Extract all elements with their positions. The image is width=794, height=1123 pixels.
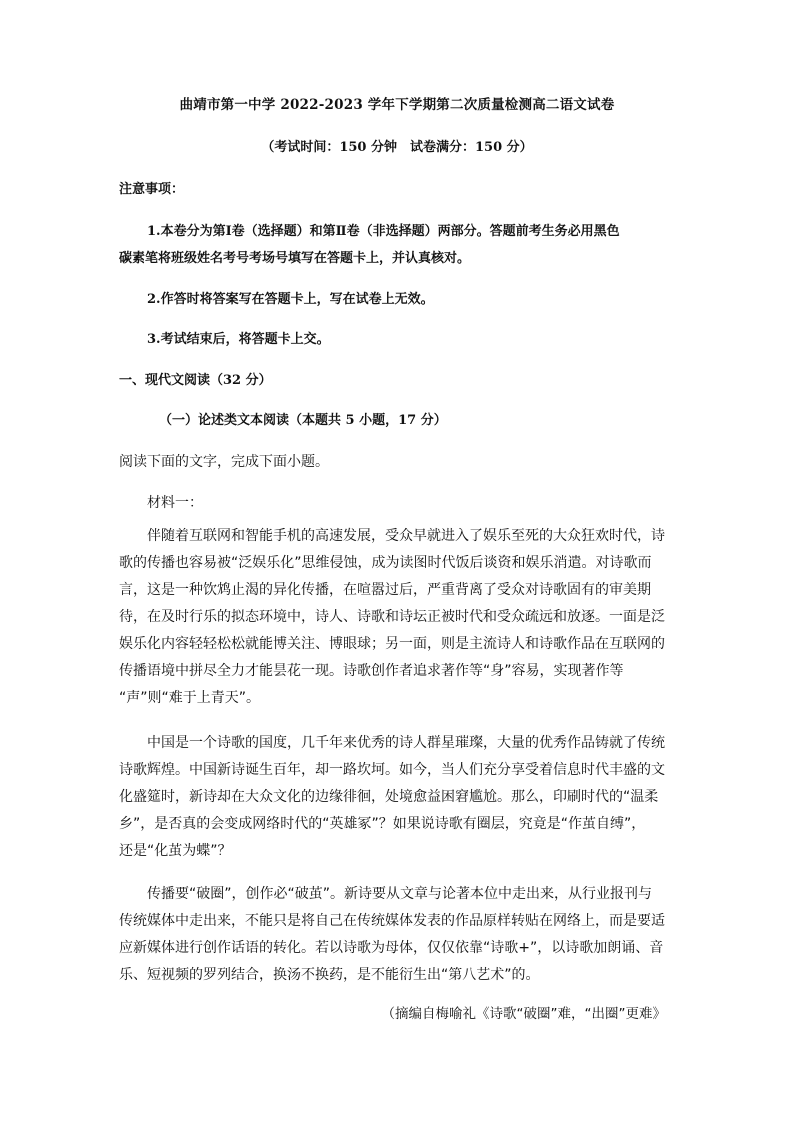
paragraph-line: 诗歌辉煌。中国新诗诞生百年，却一路坎坷。如今，当人们充分享受着信息时代丰盛的文	[119, 762, 665, 778]
paragraph-line: 乡”，是否真的会变成网络时代的“英雄冢”？如果说诗歌有圈层，究竟是“作茧自缚”，	[119, 816, 646, 832]
page-title: 曲靖市第一中学 2022-2023 学年下学期第二次质量检测高二语文试卷	[179, 97, 615, 113]
paragraph-line: 应新媒体进行创作话语的转化。若以诗歌为母体，仅仅依靠“诗歌+”，以诗歌加朗诵、音	[119, 940, 664, 956]
paragraph-line: 还是“化茧为蝶”？	[119, 843, 232, 859]
paragraph-line: 伴随着互联网和智能手机的高速发展，受众早就进入了娱乐至死的大众狂欢时代，诗	[119, 528, 665, 544]
exam-time-info: （考试时间：150 分钟 试卷满分：150 分）	[261, 140, 533, 155]
paragraph-2	[119, 730, 679, 865]
paragraph-line: 乐、短视频的罗列结合，换汤不换药，是不能衍生出“第八艺术”的。	[119, 967, 540, 983]
subsection-heading: （一）论述类文本阅读（本题共 5 小题，17 分）	[159, 413, 447, 428]
paragraph-1	[119, 523, 679, 712]
paragraph-line: 待，在及时行乐的拟态环境中，诗人、诗歌和诗坛正被时代和受众疏远和放逐。一面是泛	[119, 609, 665, 625]
paragraph-line: 传播要“破圈”，创作必“破茧”。新诗要从文章与论著本位中走出来，从行业报刊与	[119, 886, 653, 902]
paragraph-line: 言，这是一种饮鸩止渴的异化传播，在喧嚣过后，严重背离了受众对诗歌固有的审美期	[119, 582, 651, 598]
paragraph-3	[119, 881, 679, 989]
paragraph-line: “声”则“难于上青天”。	[119, 690, 261, 706]
paragraph-line: 化盛筵时，新诗却在大众文化的边缘徘徊，处境愈益困窘尴尬。那么，印刷时代的“温柔	[119, 789, 659, 805]
source-citation: （摘编自梅喻礼《诗歌“破圈”难，“出圈”更难》	[381, 1006, 666, 1022]
notice-1-line-2: 碳素笔将班级姓名考号考场号填写在答题卡上，并认真核对。	[119, 251, 471, 266]
paragraph-line: 歌的传播也容易被“泛娱乐化”思维侵蚀，成为读图时代饭后谈资和娱乐消遣。对诗歌而	[119, 555, 652, 571]
paragraph-line: 传播语境中拼尽全力才能昙花一现。诗歌创作者追求著作等“身”容易，实现著作等	[119, 663, 624, 679]
paragraph-line: 中国是一个诗歌的国度，几千年来优秀的诗人群星璀璨，大量的优秀作品铸就了传统	[119, 735, 665, 751]
reading-instruction: 阅读下面的文字，完成下面小题。	[119, 454, 329, 470]
section-heading: 一、现代文阅读（32 分）	[119, 373, 272, 388]
notice-2: 2.作答时将答案写在答题卡上，写在试卷上无效。	[147, 292, 434, 307]
paragraph-line: 传统媒体中走出来，不能只是将自己在传统媒体发表的作品原样转贴在网络上，而是要适	[119, 913, 665, 929]
paragraph-line: 娱乐化内容轻轻松松就能博关注、博眼球；另一面，则是主流诗人和诗歌作品在互联网的	[119, 636, 665, 652]
notice-1-line-1: 1.本卷分为第Ⅰ卷（选择题）和第Ⅱ卷（非选择题）两部分。答题前考生务必用黑色	[147, 224, 620, 239]
notice-3: 3.考试结束后，将答题卡上交。	[147, 332, 330, 347]
notice-heading: 注意事项：	[119, 182, 185, 197]
material-label: 材料一：	[147, 495, 203, 511]
